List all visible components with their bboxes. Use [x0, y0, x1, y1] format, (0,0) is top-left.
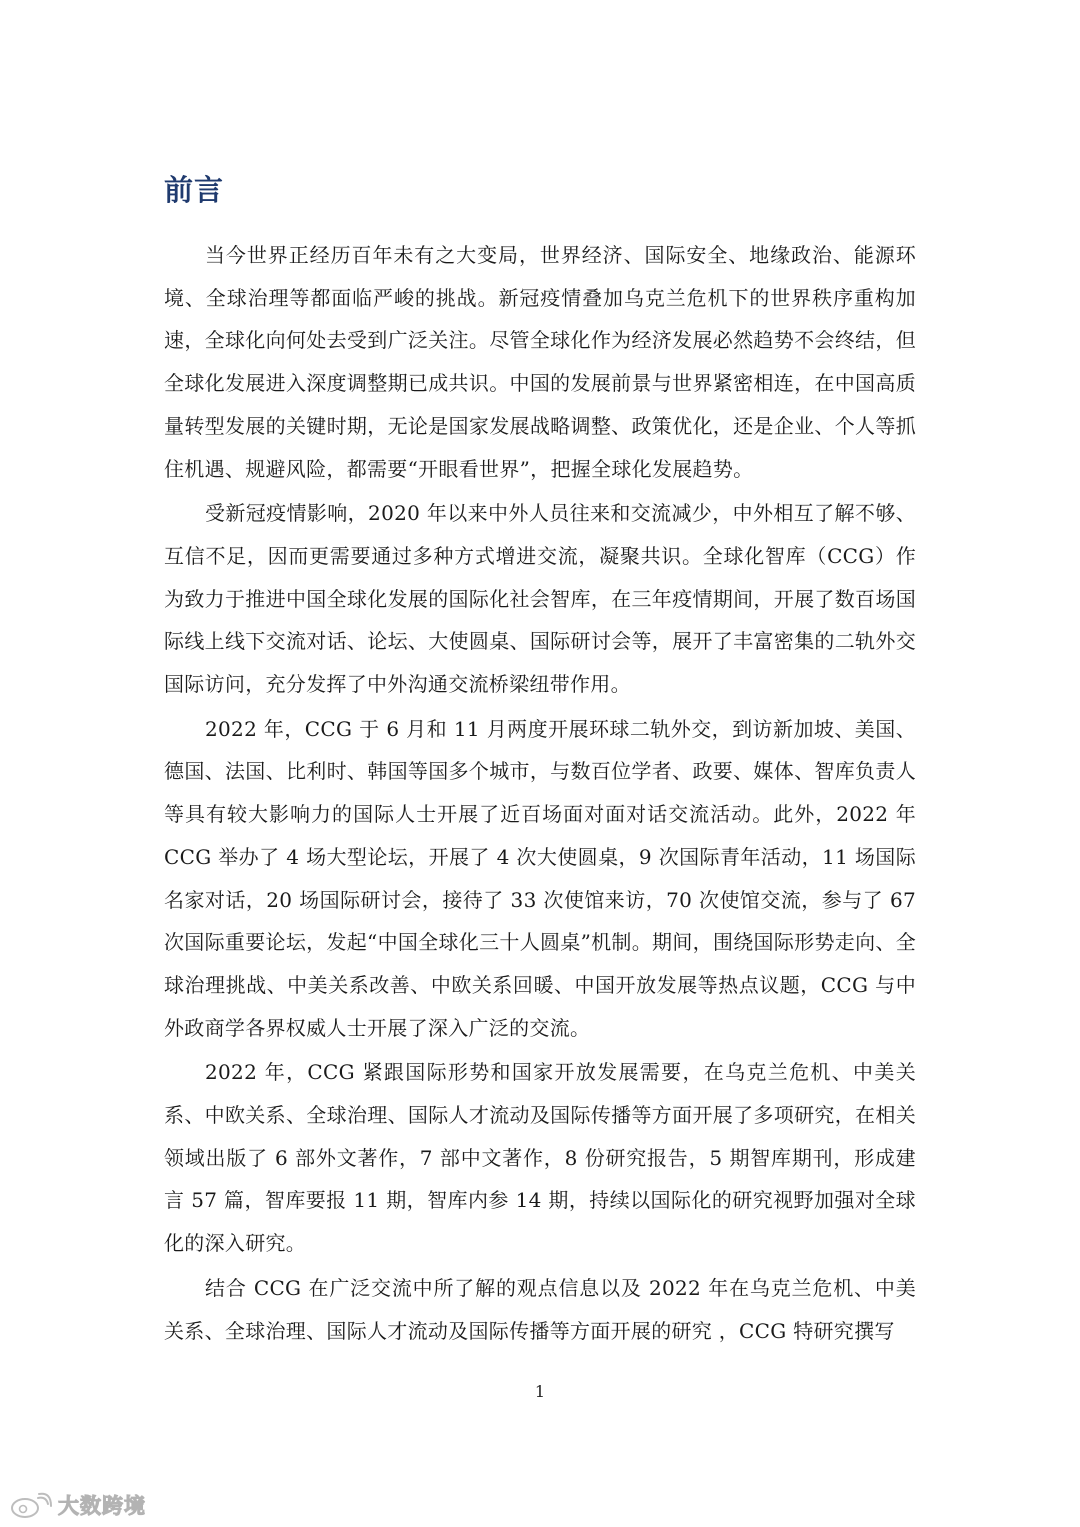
paragraph: 2022 年，CCG 紧跟国际形势和国家开放发展需要，在乌克兰危机、中美关系、中欧关系、全球治理、国际人才流动及国际传播等方面开展了多项研究，在相关领域出版了 6 部外文著作，7 部中文著作，8 份研究报告，5 期智库期刊，形成建言 57 篇，智库要报 11 期，智库内参 14 期，持续以国际化的研究视野加强对全球化的深入研究。 [164, 1060, 916, 1256]
page-number: 1 [534, 1382, 546, 1401]
section-heading: 前言 [164, 173, 225, 207]
body-text [164, 234, 916, 1354]
paragraph: 2022 年，CCG 于 6 月和 11 月两度开展环球二轨外交，到访新加坡、美国、德国、法国、比利时、韩国等国多个城市，与数百位学者、政要、媒体、智库负责人等具有较大影响力的国际人士开展了近百场面对面对话交流活动。此外，2022 年 CCG 举办了 4 场大型论坛，开展了 4 次大使圆桌，9 次国际青年活动，11 场国际名家对话，20 场国际研讨会，接待了 33 次使馆来访，70 次使馆交流，参与了 67 次国际重要论坛，发起“中国全球化三十人圆桌”机制。期间，围绕国际形势走向、全球治理挑战、中美关系改善、中欧关系回暖、中国开放发展等热点议题，CCG 与中外政商学各界权威人士开展了深入广泛的交流。 [164, 716, 916, 1040]
paragraph: 当今世界正经历百年未有之大变局，世界经济、国际安全、地缘政治、能源环境、全球治理等都面临严峻的挑战。新冠疫情叠加乌克兰危机下的世界秩序重构加速，全球化向何处去受到广泛关注。尽管全球化作为经济发展必然趋势不会终结，但全球化发展进入深度调整期已成共识。中国的发展前景与世界紧密相连，在中国高质量转型发展的关键时期，无论是国家发展战略调整、政策优化，还是企业、个人等抓住机遇、规避风险，都需要“开眼看世界”，把握全球化发展趋势。 [164, 243, 916, 481]
watermark [10, 1490, 146, 1520]
weibo-logo-icon [10, 1492, 52, 1518]
paragraph: 结合 CCG 在广泛交流中所了解的观点信息以及 2022 年在乌克兰危机、中美关系、全球治理、国际人才流动及国际传播等方面开展的研究 ，CCG 特研究撰写 [164, 1275, 916, 1343]
watermark-text: 大数跨境 [58, 1494, 146, 1518]
paragraph: 受新冠疫情影响，2020 年以来中外人员往来和交流减少，中外相互了解不够、互信不足，因而更需要通过多种方式增进交流，凝聚共识。全球化智库（CCG）作为致力于推进中国全球化发展的国际化社会智库，在三年疫情期间，开展了数百场国际线上线下交流对话、论坛、大使圆桌、国际研讨会等，展开了丰富密集的二轨外交国际访问，充分发挥了中外沟通交流桥梁纽带作用。 [164, 501, 916, 697]
